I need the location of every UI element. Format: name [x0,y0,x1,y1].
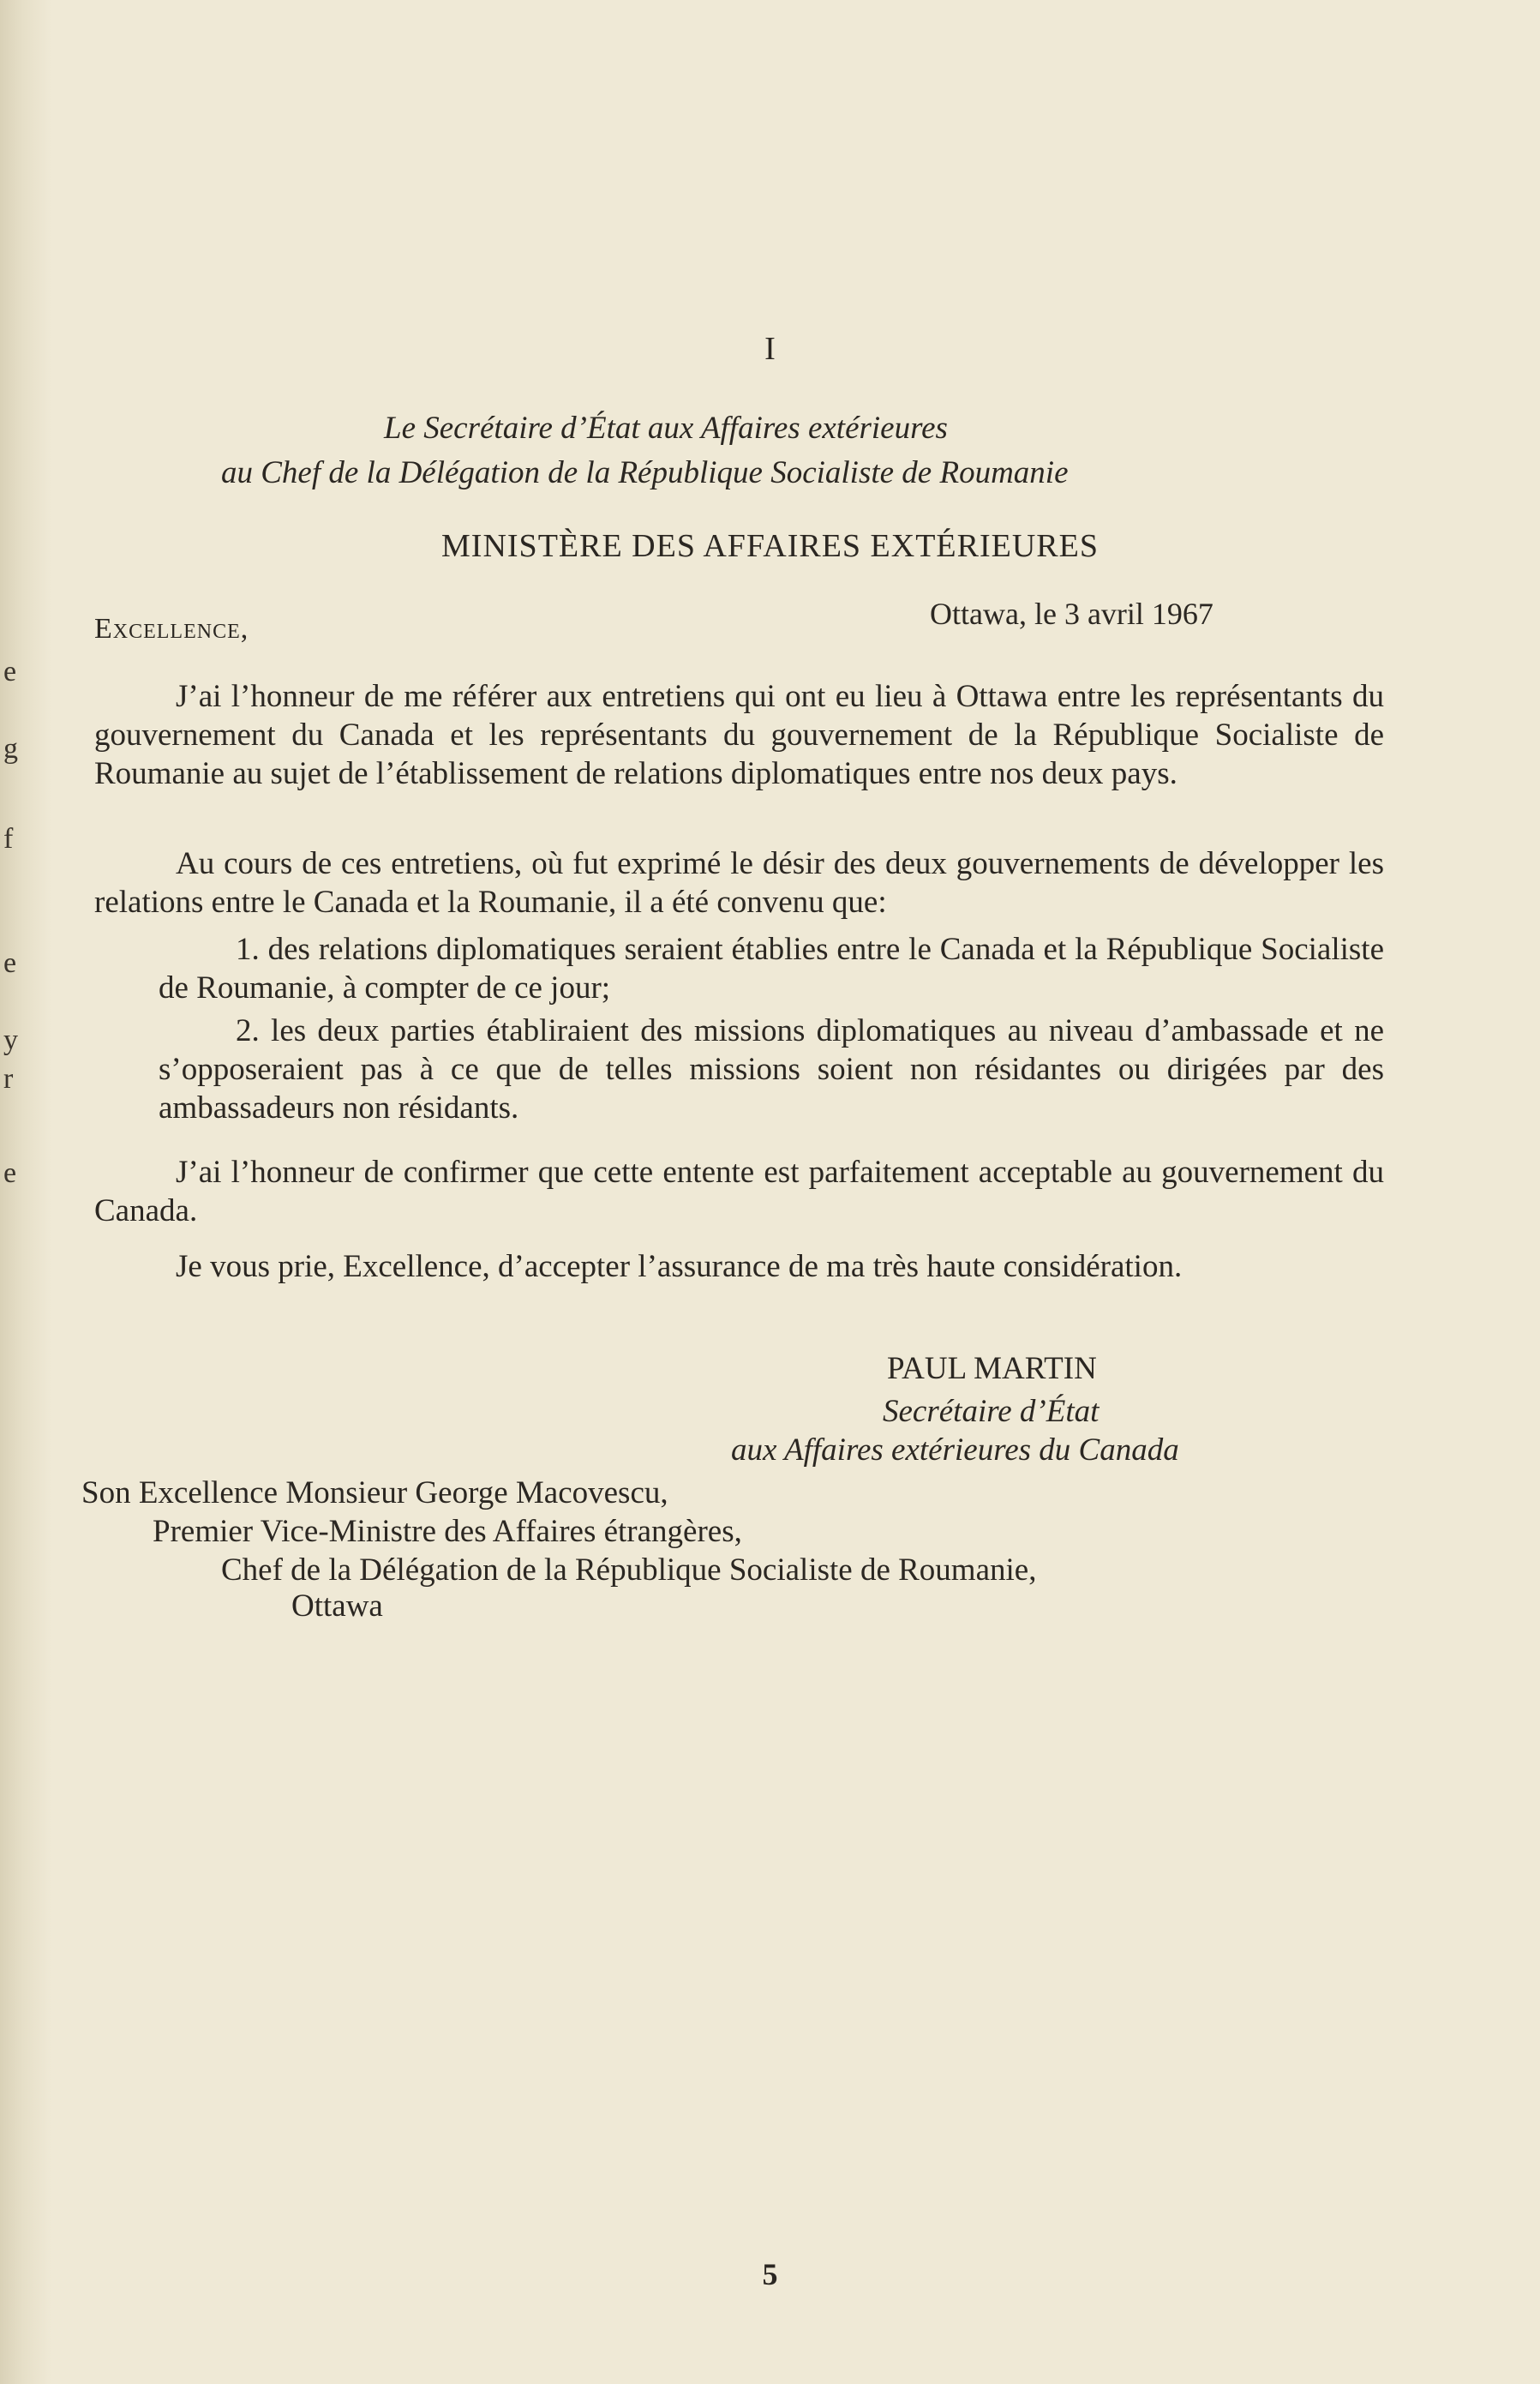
page-number: 5 [762,2257,778,2291]
paragraph-4: Je vous prie, Excellence, d’accepter l’assurance de ma très haute considération. [176,1249,1183,1284]
signer-name: PAUL MARTIN [887,1351,1097,1386]
header-sender: Le Secrétaire d’État aux Affaires extérieures [384,411,948,446]
paragraph-1: J’ai l’honneur de me référer aux entretiens qui ont eu lieu à Ottawa entre les représentants du gouvernement du Canada et les représentants du gouvernement de la République Socialiste de Roumanie au sujet de l’établissement de relations diplomatiques entre nos deux pays. [94,679,1384,791]
gutter-letter: f [3,823,14,855]
signer-department: aux Affaires extérieures du Canada [731,1432,1179,1468]
addressee-name: Son Excellence Monsieur George Macovescu, [81,1475,668,1510]
list-item-2: 2. les deux parties établiraient des missions diplomatiques au niveau d’ambassade et ne s’opposeraient pas à ce que de telles missions soient non résidantes ou dirigées par des ambassadeurs non résidants. [159,1013,1384,1126]
addressee-city: Ottawa [291,1588,383,1624]
paragraph-3: J’ai l’honneur de confirmer que cette entente est parfaitement acceptable au gouvernement du Canada. [94,1155,1384,1228]
letter-date: Ottawa, le 3 avril 1967 [930,597,1213,631]
gutter-letter: g [3,733,18,765]
addressee-title: Premier Vice-Ministre des Affaires étrangères, [153,1514,742,1549]
gutter-letter: e [3,656,17,688]
paragraph-2: Au cours de ces entretiens, où fut exprimé le désir des deux gouvernements de développer les relations entre le Canada et la Roumanie, il a été convenu que: [94,846,1384,920]
section-number: I [764,331,776,367]
gutter-letter: e [3,947,17,979]
gutter-letter: y [3,1024,18,1056]
signer-title: Secrétaire d’État [883,1394,1100,1429]
list-item-1: 1. des relations diplomatiques seraient établies entre le Canada et la République Socialiste de Roumanie, à compter de ce jour; [159,932,1384,1006]
header-recipient: au Chef de la Délégation de la République Socialiste de Roumanie [221,455,1069,490]
ministry-heading: MINISTÈRE DES AFFAIRES EXTÉRIEURES [441,528,1099,564]
addressee-role: Chef de la Délégation de la République Socialiste de Roumanie, [221,1552,1037,1588]
gutter-letter: r [3,1063,14,1095]
salutation: Excellence, [94,613,249,645]
gutter-letter: e [3,1157,17,1189]
